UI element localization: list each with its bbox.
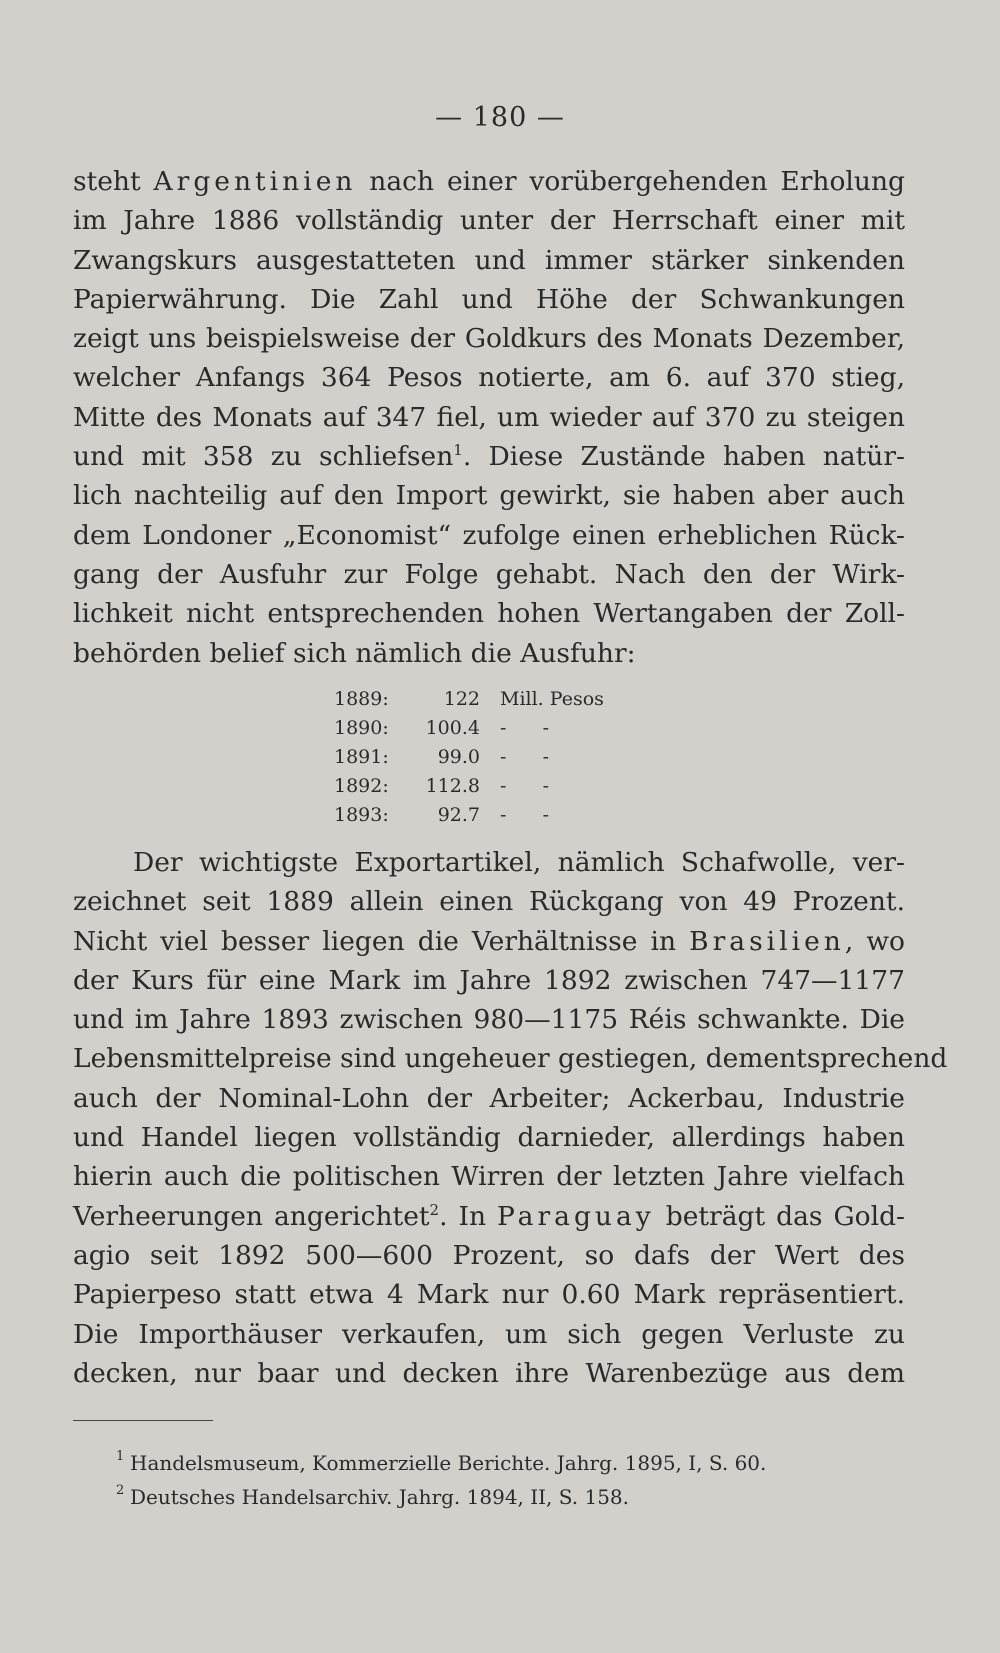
- text-segment: , wo: [844, 925, 906, 957]
- text-line: agio seit 1892 500—600 Prozent, so dafs der Wert des: [73, 1239, 905, 1271]
- text-line: [73, 1197, 905, 1236]
- table-unit: - -: [500, 717, 550, 739]
- table-row: [0, 771, 1000, 801]
- text-segment: Nicht viel besser liegen die Verhältnisse in: [73, 925, 690, 957]
- footnotes: [116, 1446, 890, 1514]
- text-line: Papierwährung. Die Zahl und Höhe der Schwankungen: [73, 283, 905, 315]
- text-line: lich nachteilig auf den Import gewirkt, sie haben aber auch: [73, 480, 905, 512]
- text-line: hierin auch die politischen Wirren der letzten Jahre vielfach: [73, 1161, 905, 1193]
- text-line: Lebensmittelpreise sind ungeheuer gestiegen, dementsprechend: [73, 1043, 948, 1075]
- text-line: [73, 437, 905, 476]
- footnote-mark: 1: [116, 1449, 125, 1464]
- emphasized-country: Argentinien: [153, 166, 357, 197]
- text-line: Mitte des Monats auf 347 fiel, um wieder auf 370 zu steigen: [73, 401, 905, 433]
- footnote: [116, 1446, 890, 1480]
- table-unit: Mill. Pesos: [500, 688, 604, 710]
- text-segment: steht: [73, 166, 154, 197]
- text-line: decken, nur baar und decken ihre Warenbezüge aus dem: [73, 1357, 905, 1389]
- footnote-ref: 2: [429, 1200, 440, 1219]
- text-line: zeichnet seit 1889 allein einen Rückgang von 49 Prozent.: [73, 886, 905, 918]
- text-line: Der wichtigste Exportartikel, nämlich Schafwolle, ver-: [133, 847, 905, 878]
- table-row: [0, 684, 1000, 714]
- text-line: der Kurs für eine Mark im Jahre 1892 zwischen 747—1177: [73, 964, 905, 996]
- footnote-ref: 1: [453, 441, 463, 460]
- table-value: 92.7: [437, 804, 480, 826]
- text-line: dem Londoner „Economist“ zufolge einen erheblichen Rück-: [73, 519, 905, 551]
- text-line: auch der Nominal-Lohn der Arbeiter; Ackerbau, Industrie: [73, 1082, 905, 1114]
- text-line: Zwangskurs ausgestatteten und immer stärker sinkenden: [73, 244, 905, 276]
- text-line: [73, 162, 905, 201]
- text-segment: . Diese Zustände haben natür-: [462, 441, 905, 473]
- text-line: zeigt uns beispielsweise der Goldkurs des Monats Dezember,: [73, 323, 905, 355]
- emphasized-country: Paraguay: [497, 1200, 655, 1232]
- page-number: — 180 —: [435, 102, 565, 133]
- table-unit: - -: [500, 746, 550, 768]
- text-line: lichkeit nicht entsprechenden hohen Wertangaben der Zoll-: [73, 598, 905, 630]
- text-line: Die Importhäuser verkaufen, um sich gegen Verluste zu: [73, 1318, 905, 1350]
- text-line: im Jahre 1886 vollständig unter der Herrschaft einer mit: [73, 205, 905, 237]
- paragraph-1: [73, 162, 905, 673]
- text-segment: nach einer vorübergehenden Erholung: [356, 166, 905, 197]
- table-unit: - -: [500, 775, 550, 797]
- text-line: welcher Anfangs 364 Pesos notierte, am 6. auf 370 stieg,: [73, 362, 905, 394]
- emphasized-country: Brasilien: [689, 925, 845, 957]
- table-value: 112.8: [425, 775, 480, 797]
- table-row: [0, 713, 1000, 743]
- table-year: 1889:: [334, 688, 389, 710]
- text-segment: und mit 358 zu schliefsen: [73, 441, 454, 473]
- footnote-text: Handelsmuseum, Kommerzielle Berichte. Jahrg. 1895, I, S. 60.: [130, 1451, 767, 1475]
- table-unit: - -: [500, 804, 550, 826]
- text-segment: Verheerungen angerichtet: [73, 1200, 430, 1232]
- text-line: gang der Ausfuhr zur Folge gehabt. Nach den der Wirk-: [73, 558, 905, 590]
- text-line: und Handel liegen vollständig darnieder, allerdings haben: [73, 1122, 905, 1154]
- footnote-text: Deutsches Handelsarchiv. Jahrg. 1894, II, S. 158.: [130, 1485, 630, 1509]
- text-line: behörden belief sich nämlich die Ausfuhr:: [73, 637, 636, 669]
- table-year: 1890:: [334, 717, 389, 739]
- paragraph-2: [73, 843, 948, 1393]
- footnote: [116, 1480, 890, 1514]
- table-year: 1892:: [334, 775, 389, 797]
- text-line: [73, 922, 905, 961]
- text-line: Papierpeso statt etwa 4 Mark nur 0.60 Mark repräsentiert.: [73, 1279, 905, 1311]
- table-year: 1893:: [334, 804, 389, 826]
- footnote-mark: 2: [116, 1483, 125, 1498]
- text-segment: beträgt das Gold-: [654, 1200, 905, 1232]
- table-value: 99.0: [437, 746, 480, 768]
- table-value: 100.4: [425, 717, 480, 739]
- footnote-divider: [73, 1420, 213, 1421]
- table-row: [0, 800, 1000, 830]
- text-segment: . In: [439, 1200, 498, 1232]
- table-row: [0, 742, 1000, 772]
- table-value: 122: [443, 688, 480, 710]
- table-year: 1891:: [334, 746, 389, 768]
- text-line: und im Jahre 1893 zwischen 980—1175 Réis schwankte. Die: [73, 1004, 905, 1036]
